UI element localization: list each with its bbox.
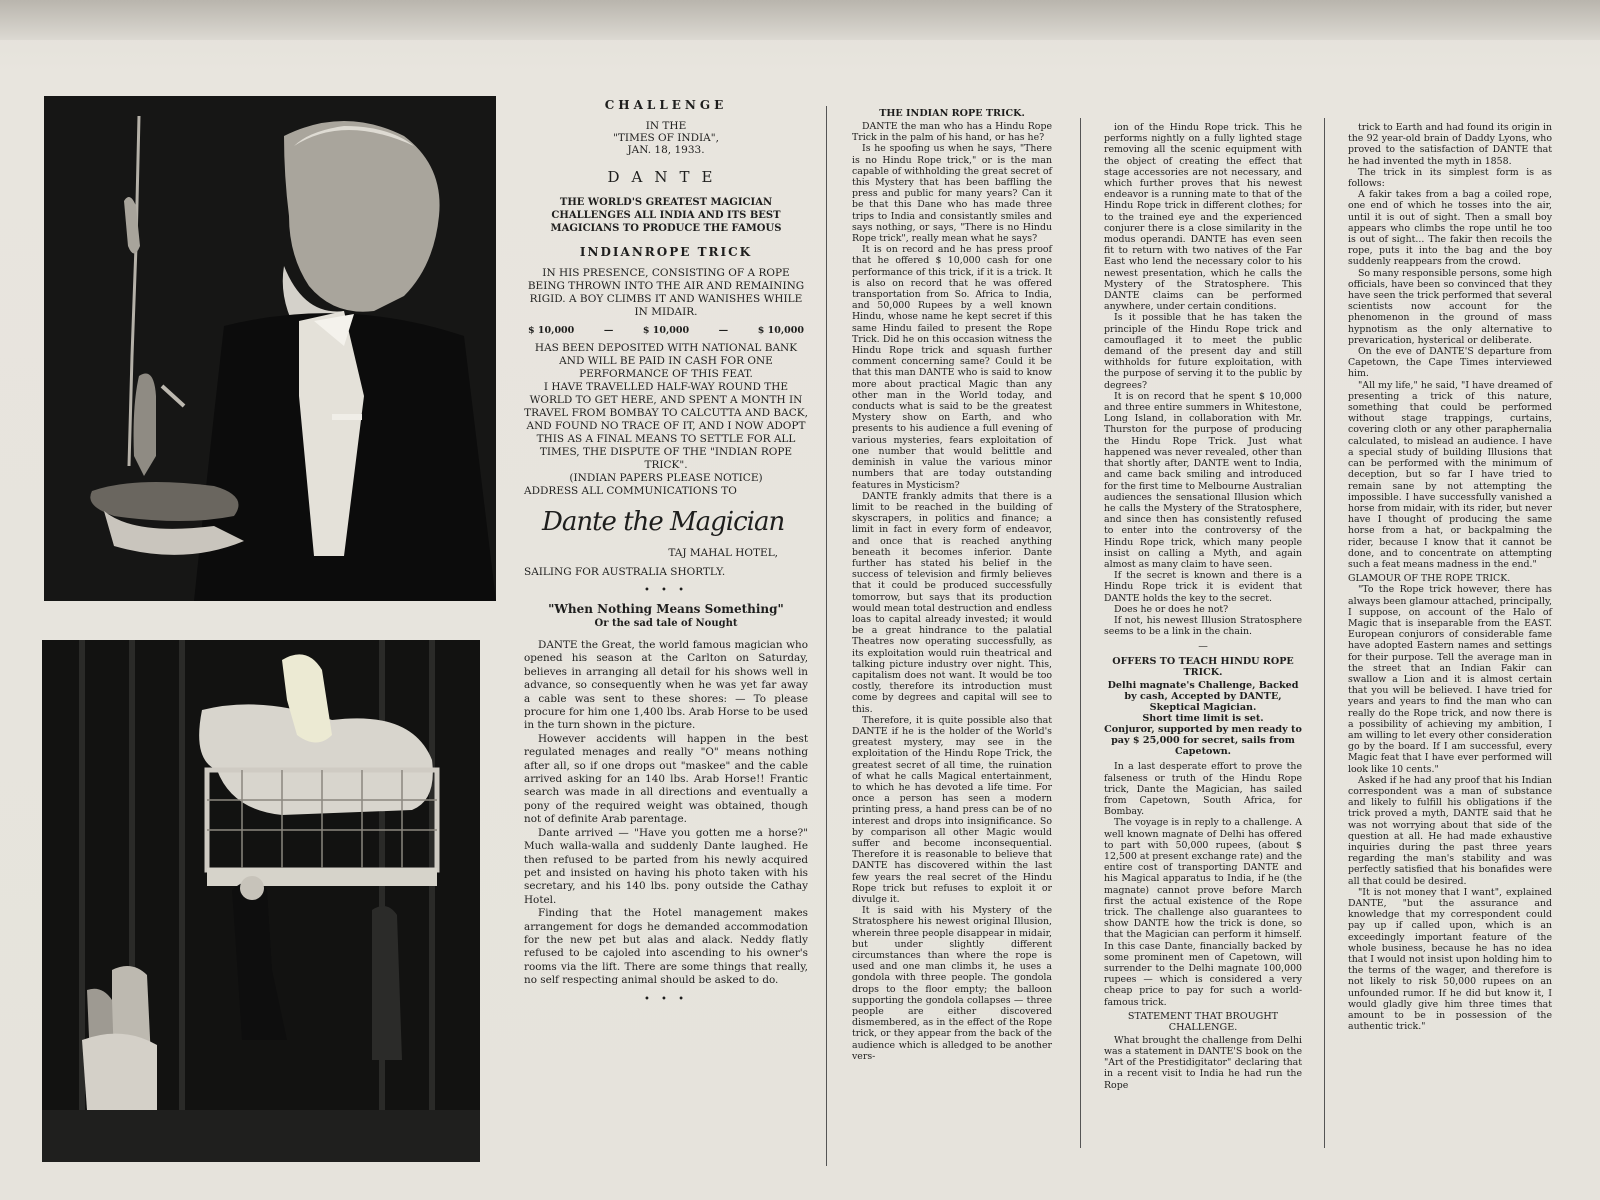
- column-challenge: [524, 98, 808, 1011]
- col5-paragraph: So many responsible persons, some high officials, have been so convinced that they have seen the trick performed that several scientists now account for the phenomenon in the ground of mass hypnotism as the only alternative to prevarication, hysterical or deliberate.: [1348, 267, 1552, 346]
- challenge-para-5: ADDRESS ALL COMMUNICATIONS TO: [524, 485, 737, 497]
- money-dash-2: —: [718, 325, 729, 336]
- col4-paragraph: If not, his newest Illusion Stratosphere seems to be a link in the chain.: [1104, 614, 1302, 638]
- rope-trick-heading: THE INDIAN ROPE TRICK.: [879, 108, 1025, 119]
- column-interview: [1348, 122, 1552, 1032]
- photo-magician-portrait: [44, 96, 496, 601]
- col4-paragraph: Does he or does he not?: [1114, 603, 1229, 615]
- story-paragraph: Finding that the Hotel management makes arrangement for dogs he demanded accommodation for the new pet but alas and alack. Neddy flatly refused to be cajoled into ascending to his owner's rooms via the lift. There are some things that really, no self respecting animal should be asked to do.: [524, 907, 808, 987]
- challenge-date: JAN. 18, 1933.: [627, 144, 705, 156]
- col3-paragraph: DANTE the man who has a Hindu Rope Trick in the palm of his hand, or has he?: [852, 121, 1052, 144]
- money-2: $ 10,000: [642, 325, 690, 336]
- column-rule: [1080, 118, 1081, 1148]
- money-3: $ 10,000: [757, 325, 804, 336]
- col4-paragraph: It is on record that he spent $ 10,000 and three entire summers in Whitestone, Long Island, in collaboration with Mr. Thurston for the purpose of producing the Hindu Rope Trick. Just what happened was never revealed, other than that shortly after, DANTE went to India, and came back smiling and introduced for the first time to Melbourne Australian audiences the sensational Illusion which he calls the Mystery of the Stratosphere, and since then has consistently refused to enter into the controversy of the Hindu Rope trick, which many people insist on calling a Myth, and again almost as many claim to have seen.: [1104, 390, 1302, 570]
- challenge-name: DANTE: [607, 168, 725, 186]
- challenge-sailing: SAILING FOR AUSTRALIA SHORTLY.: [524, 565, 726, 578]
- col5-paragraph: The trick in its simplest form is as follows:: [1348, 166, 1552, 190]
- statement-heading: STATEMENT THAT BROUGHT CHALLENGE.: [1127, 1010, 1279, 1033]
- glamour-paragraph: Asked if he had any proof that his Indian correspondent was a man of substance and likely to fulfill his obligations if the trick proved a myth, DANTE said that he was not worrying about that side of the question at all. He had made exhaustive inquiries during the past three years regarding the man's stability and was perfectly satisfied that his bonafides were all that could be desired.: [1348, 774, 1552, 887]
- col3-paragraph: It is on record and he has press proof that he offered $ 10,000 cash for one performance of this trick, if it is a trick. It is also on record that he was offered transportation from So. Africa to India, and 50,000 Rupees by a well known Hindu, whose name he kept secret if this same Hindu failed to present the Rope Trick. Did he on this occasion witness the Hindu Rope trick and squash further comment concerning same? Could it be that this man DANTE who is said to know more about practical Magic than any other man in the World today, and conducts what is said to be the greatest Mystery show on Earth, and who presents to his audience a full evening of various mysteries, fears exploitation of one number that would belittle and deminish in value the various minor numbers that are today outstanding features in Mysticism?: [852, 244, 1052, 491]
- challenge-trick-title: INDIANROPE TRICK: [579, 245, 753, 259]
- offers-subhead-2: Short time limit is set.: [1142, 713, 1264, 725]
- story-subtitle: Or the sad tale of Nought: [594, 618, 738, 629]
- background-fabric: [0, 0, 1600, 40]
- story-paragraph: Dante arrived — "Have you gotten me a horse?" Much walla-walla and suddenly Dante laughed. He then refused to be parted from his newly acquired pet and insisted on having his photo taken with his secretary, and his 140 lbs. pony outside the Cathay Hotel.: [524, 826, 808, 906]
- story-paragraph: DANTE the Great, the world famous magician who opened his season at the Carlton on Saturday, believes in arranging all detail for his shows well in advance, so consequently when he was yet far away a cable was sent to these shores: — To please procure for him one 1,400 lbs. Arab Horse to be used in the turn shown in the picture.: [524, 639, 808, 732]
- col3-paragraph: It is said with his Mystery of the Stratosphere his newest original Illusion, wherein three people disappear in midair, but under slightly different circumstances than where the rope is used and one man climbs it, he uses a gondola with three people. The gondola drops to the floor empty; the balloon supporting the gondola collapses — three people are either discovered dismembered, as in the effect of the Rope trick, or they appear from the back of the audience which is alledged to be another vers-: [852, 905, 1052, 1062]
- col5-paragraph: "All my life," he said, "I have dreamed of presenting a trick of this nature, something that could be performed without stage trappings, curtains, covering cloth or any other paraphernalia calculated, to mislead an audience. I have a special study of building Illusions that can be performed with the minimum of deception, but so far I have tried to remain sane by not attempting the impossible. I have successfully vanished a horse from midair, with its rider, but never have I thought of producing the same horse from a hat, or backpalming the rider, because I know that it cannot be done, and to concentrate on attempting such a feat means madness in the end.": [1348, 379, 1552, 570]
- col5-paragraph: A fakir takes from a bag a coiled rope, one end of which he tosses into the air, until it is out of sight. Then a small boy appears who climbs the rope until he too is out of sight... The fakir then recoils the rope, puts it into the bag and the boy suddenly reappears from the crowd.: [1348, 189, 1552, 268]
- column-rule: [826, 106, 827, 1166]
- stage-illustration: [42, 640, 480, 1162]
- portrait-illustration: [44, 96, 496, 601]
- col3-paragraph: DANTE frankly admits that there is a limit to be reached in the building of skyscrapers, in politics and finance; a limit in fact in every form of endeavor, and once that is reached anything beneath it becomes inferior. Dante further has stated his belief in the success of television and firmly believes that it could be produced successfully tomorrow, but says that its production would mean total destruction and endless loas to capital already invested; it would be a great hindrance to the palatial Theatres now operating successfully, as its exploitation would ruin theatrical and talking picture industry over night. This, capitalism does not want. It would be too costly, therefore its introduction must come by degrees and capital will see to this.: [852, 490, 1052, 715]
- col5-paragraph: trick to Earth and had found its origin in the 92 year-old brain of Daddy Lyons, who proved to the satisfaction of DANTE that he had invented the myth in 1858.: [1348, 122, 1552, 167]
- challenge-hotel: TAJ MAHAL HOTEL,: [668, 546, 778, 559]
- glamour-heading: GLAMOUR OF THE ROPE TRICK.: [1348, 573, 1511, 585]
- col4-paragraph: If the secret is known and there is a Hindu Rope trick it is evident that DANTE holds the key to the secret.: [1104, 570, 1302, 604]
- story-paragraph: However accidents will happen in the best regulated menages and really "O" means nothing after all, so if one drops out "maskee" and the cable arrived asking for an 140 lbs. Arab Horse!! Frantic search was made in all directions and eventually a pony of the required weight was obtained, though not of definite Arab parentage.: [524, 732, 808, 826]
- offers-subhead-3: Conjuror, supported by men ready to pay $ 25,000 for secret, sails from Capetown.: [1104, 724, 1302, 758]
- col4-paragraph: ion of the Hindu Rope trick. This he performs nightly on a fully lighted stage removing all the scenic equipment with the object of creating the effect that stage accessories are not necessary, and which further proves that his newest endeavor is a running mate to that of the Hindu Rope trick in different clothes; for to the trained eye and the experienced conjurer there is a close similarity in the modus operandi. DANTE has even seen fit to return with two natives of the Far East who lend the necessary color to his newest presentation, which he calls the Mystery of the Stratosphere. This DANTE claims can be performed anywhere, under certain conditions.: [1104, 122, 1302, 313]
- divider-stars: • • •: [643, 585, 689, 596]
- offers-paragraph: In a last desperate effort to prove the falseness or truth of the Hindu Rope trick, Dante the Magician, has sailed from Capetown, South Africa, for Bombay.: [1104, 761, 1302, 818]
- end-stars: • • •: [643, 993, 689, 1005]
- col4-paragraph: Is it possible that he has taken the principle of the Hindu Rope trick and camouflaged it to meet the public demand of the present day and still withholds for future exploitation, with the purpose of serving it to the public by degrees?: [1104, 312, 1302, 391]
- money-dash-1: —: [603, 325, 614, 336]
- money-1: $ 10,000: [528, 325, 575, 336]
- glamour-paragraph: "To the Rope trick however, there has always been glamour attached, principally, I suppose, on account of the Halo of Magic that is inseparable from the EAST. European conjurors of considerable fame have adopted Eastern names and settings for their purpose. Tell the average man in the street that an Indian Fakir can swallow a Lion and it is almost certain that you will be believed. I have tried for years and years to find the man who can really do the Rope trick, and now there is a possibility of achieving my ambition, I am willing to let every other consideration go by the board. If I am successful, every Magic feat that I have ever performed will look like 10 cents.": [1348, 584, 1552, 775]
- challenge-heading: CHALLENGE: [604, 98, 728, 112]
- column-offers: [1104, 122, 1302, 1091]
- column-rope-trick: [852, 108, 1052, 1062]
- offers-paragraph: The voyage is in reply to a challenge. A well known magnate of Delhi has offered to part with 50,000 rupees, (about $ 12,500 at present exchange rate) and the entire cost of transporting DANTE and his Magical apparatus to India, if he (the magnate) cannot prove before March first the actual existence of the Rope trick. The challenge also guarantees to show DANTE how the trick is done, so that the Magician can perform it himself. In this case Dante, financially backed by some prominent men of Capetown, will surrender to the Delhi magnate 100,000 rupees — which is considered a very cheap price to pay for such a world-famous trick.: [1104, 817, 1302, 1008]
- challenge-para-1: IN HIS PRESENCE, CONSISTING OF A ROPE BEING THROWN INTO THE AIR AND REMAINING RIGID. A BOY CLIMBS IT AND WANISHES WHILE IN MIDAIR.: [527, 267, 805, 318]
- photo-horse-stage: [42, 640, 480, 1162]
- statement-paragraph: What brought the challenge from Delhi was a statement in DANTE'S book on the "Art of the Prestidigitator" declaring that in a recent visit to India he had run the Rope: [1104, 1034, 1302, 1091]
- challenge-money-row: [528, 325, 804, 336]
- challenge-para-3: I HAVE TRAVELLED HALF-WAY ROUND THE WORLD TO GET HERE, AND SPENT A MONTH IN TRAVEL FROM BOMBAY TO CALCUTTA AND BACK, AND FOUND NO TRACE OF IT, AND I NOW ADOPT THIS AS A FINAL MEANS TO SETTLE FOR ALL TIMES, THE DISPUTE OF THE "INDIAN ROPE TRICK".: [524, 381, 808, 471]
- offers-subhead-1: Delhi magnate's Challenge, Backed by cash, Accepted by DANTE, Skeptical Magician.: [1107, 680, 1299, 714]
- glamour-paragraph: "It is not money that I want", explained DANTE, "but the assurance and knowledge that my correspondent could pay up if called upon, which is an exceedingly important feature of the whole business, because he has no idea that I would not insist upon holding him to the terms of the wager, and therefore is not likely to risk 50,000 rupees on an unfounded rumor. If he did but know it, I would gladly give him three times that amount to be in possession of the authentic trick.": [1348, 886, 1552, 1033]
- story-title: "When Nothing Means Something": [548, 602, 784, 616]
- challenge-subhead: THE WORLD'S GREATEST MAGICIAN CHALLENGES ALL INDIA AND ITS BEST MAGICIANS TO PRODUCE THE FAMOUS: [550, 197, 782, 234]
- signature: Dante the Magician: [542, 506, 785, 537]
- challenge-notice: [524, 98, 808, 499]
- challenge-source-1: IN THE: [645, 120, 687, 132]
- col3-paragraph: Is he spoofing us when he says, "There is no Hindu Rope trick," or is the man capable of withholding the great secret of this Mystery that has been baffling the press and public for many years? Can it be that this Dane who has made three trips to India and consistantly smiles and says nothing, or says, "There is no Hindu Rope trick", really mean what he says?: [852, 143, 1052, 245]
- challenge-para-4: (INDIAN PAPERS PLEASE NOTICE): [569, 472, 763, 484]
- section-dash: —: [1198, 641, 1208, 653]
- challenge-source-2: "TIMES OF INDIA",: [613, 132, 719, 144]
- offers-heading: OFFERS TO TEACH HINDU ROPE TRICK.: [1112, 656, 1294, 679]
- column-rule: [1324, 118, 1325, 1148]
- col5-paragraph: On the eve of DANTE'S departure from Capetown, the Cape Times interviewed him.: [1348, 346, 1552, 380]
- col3-paragraph: Therefore, it is quite possible also that DANTE if he is the holder of the World's greatest mystery, may see in the exploitation of the Hindu Rope Trick, the greatest secret of all time, the ruination of what he calls Magical entertainment, to which he has devoted a life time. For once a person has seen a modern printing press, a hand press can be of no interest and drops into insignificance. So by comparison all other Magic would suffer and become inconsequential. Therefore it is reasonable to believe that DANTE has discovered within the last few years the real secret of the Hindu Rope trick but refuses to exploit it or divulge it.: [852, 714, 1052, 906]
- challenge-para-2: HAS BEEN DEPOSITED WITH NATIONAL BANK AND WILL BE PAID IN CASH FOR ONE PERFORMANCE OF THIS FEAT.: [534, 342, 798, 380]
